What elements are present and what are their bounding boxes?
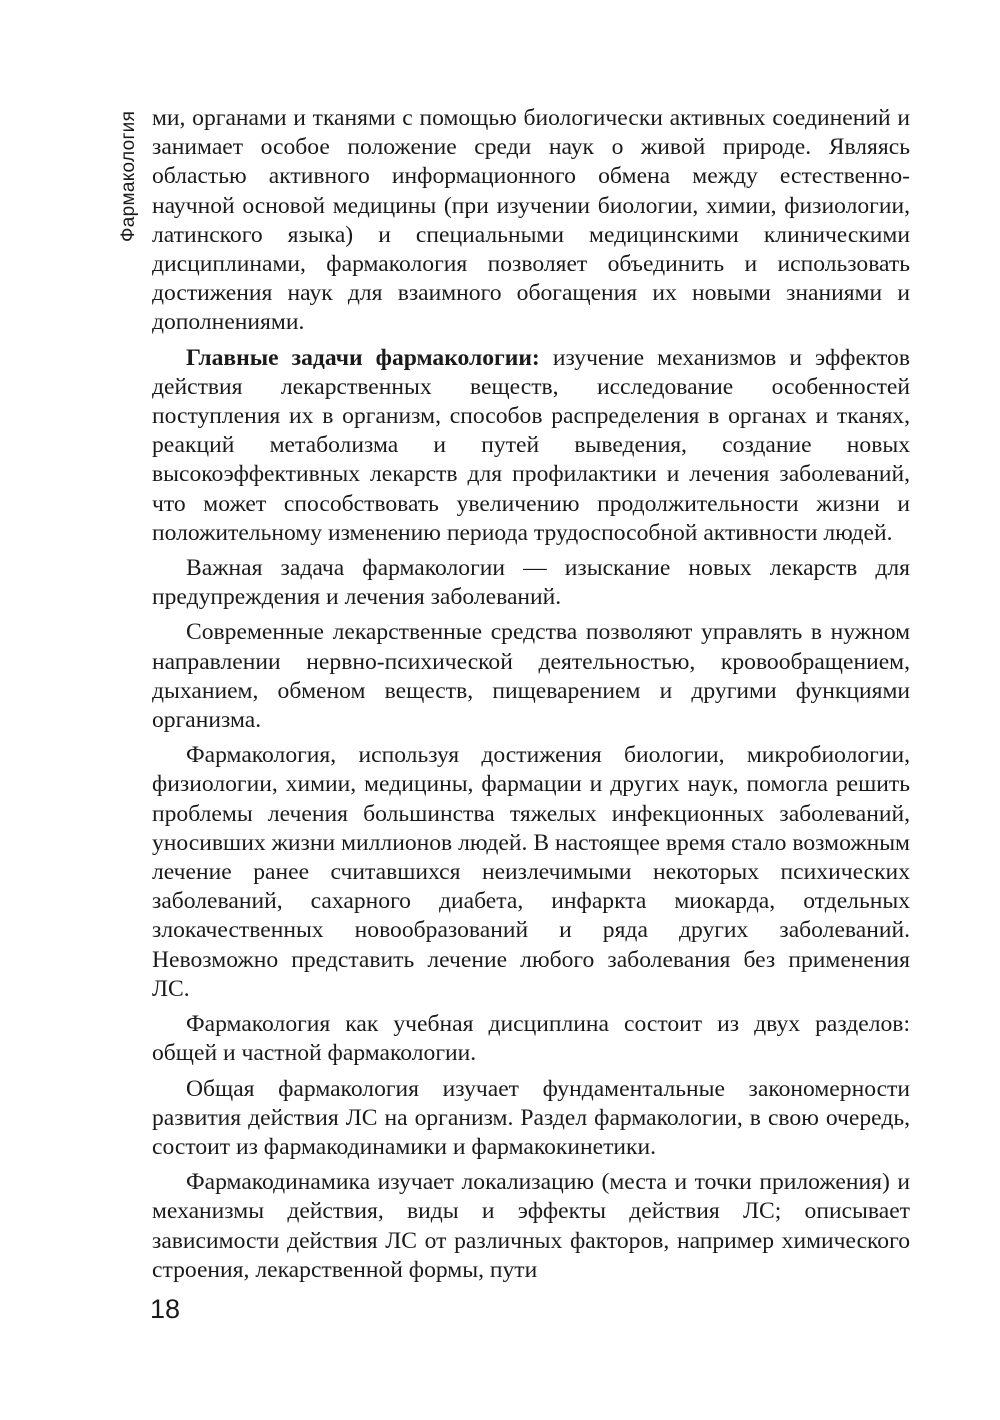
paragraph-text: изучение механизмов и эффектов действия лекарственных веществ, исследование особенностей поступления их в организм, способов распределения в органах и тканях, реакций метаболизма и путей выведения, создание новых высокоэффективных лекарств для профилактики и лечения заболеваний, что может способствовать увеличению продолжительности жизни и положительному изменению периода трудоспособной активности людей. xyxy=(152,344,910,546)
paragraph-lead: Главные задачи фармакологии: xyxy=(186,344,540,371)
paragraph-text: Современные лекарственные средства позволяют управлять в нужном направлении нервно-психической деятельностью, кровообращением, дыханием, обменом веществ, пищеварением и другими функциями организма. xyxy=(152,619,910,734)
body-text xyxy=(152,104,910,1285)
running-head xyxy=(0,0,139,242)
paragraph xyxy=(152,1075,910,1163)
paragraph-text: ми, органами и тканями с помощью биологически активных соединений и занимает особое положение среди наук о живой природе. Являясь областью активного информационного обмена между естественно-научной основой медицины (при изучении биологии, химии, физиологии, латинского языка) и специальными медицинскими клиническими дисциплинами, фармакология позволяет объединить и использовать достижения наук для взаимного обогащения их новыми знаниями и дополнениями. xyxy=(152,105,910,336)
paragraph xyxy=(152,104,910,338)
page-number: 18 xyxy=(150,1294,181,1324)
paragraph-text: Фармакология, используя достижения биологии, микробиологии, физиологии, химии, медицины, фармации и других наук, помогла решить проблемы лечения большинства тяжелых инфекционных заболеваний, уносивших жизни миллионов людей. В настоящее время стало возможным лечение ранее считавшихся неизлечимыми некоторых психических заболеваний, сахарного диабета, инфаркта миокарда, отдельных злокачественных новообразований и ряда других заболеваний. Невозможно представить лечение любого заболевания без применения ЛС. xyxy=(152,742,910,1002)
running-head-text: Фармакология xyxy=(118,110,139,242)
paragraph xyxy=(152,1010,910,1068)
paragraph-text: Фармакология как учебная дисциплина состоит из двух разделов: общей и частной фармакологии. xyxy=(152,1011,910,1067)
paragraph xyxy=(152,554,910,612)
paragraph xyxy=(152,741,910,1004)
paragraph-text: Общая фармакология изучает фундаментальные закономерности развития действия ЛС на организм. Раздел фармакологии, в свою очередь, состоит из фармакодинамики и фармакокинетики. xyxy=(152,1075,910,1160)
paragraph-text: Фармакодинамика изучает локализацию (места и точки приложения) и механизмы действия, виды и эффекты действия ЛС; описывает зависимости действия ЛС от различных факторов, например химического строения, лекарственной формы, пути xyxy=(152,1169,910,1283)
paragraph xyxy=(152,618,910,735)
paragraph-text: Важная задача фармакологии — изыскание новых лекарств для предупреждения и лечения заболеваний. xyxy=(152,555,910,611)
paragraph xyxy=(152,344,910,548)
paragraph xyxy=(152,1168,910,1285)
